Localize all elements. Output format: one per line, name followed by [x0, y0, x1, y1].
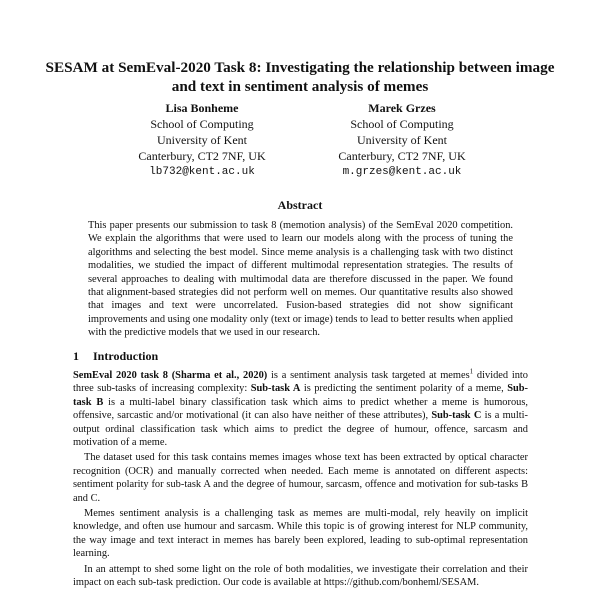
author-email: m.grzes@kent.ac.uk: [342, 166, 462, 178]
subtask-b-label: Sub-task B: [73, 383, 529, 408]
subtask-c-label: Sub-task C: [431, 410, 482, 422]
subtask-a-label: Sub-task A: [250, 383, 301, 395]
author-block-1: [102, 100, 302, 180]
author-address: Canterbury, CT2 7NF, UK: [338, 149, 466, 163]
footnote-marker: 1: [469, 367, 474, 376]
section-heading: [73, 349, 533, 364]
paper-title: SESAM at SemEval-2020 Task 8: Investigating the relationship between image and text in sentiment analysis of memes: [45, 59, 555, 95]
intro-paragraph-3: Memes sentiment analysis is a challenging task as memes are multi-modal, rely heavily on implicit knowledge, and often use humour and sarcasm. While this topic is of growing interest for NLP community, the way image and text interact in memes has barely been explored, leading to sub-optimal representation learning.: [73, 508, 528, 560]
author-affiliation: School of Computing: [350, 117, 454, 131]
task-name: SemEval 2020 task 8 (Sharma et al., 2020): [73, 370, 268, 381]
intro-text: is a sentiment analysis task targeted at memes: [267, 370, 470, 381]
abstract-heading: Abstract: [277, 198, 323, 212]
section-title: Introduction: [93, 349, 159, 363]
author-name: Marek Grzes: [368, 101, 436, 115]
intro-paragraph-4: In an attempt to shed some light on the role of both modalities, we investigate their correlation and their impact on each sub-task prediction. Our code is available at https://github.com/bonheml/SESAM.: [73, 563, 528, 589]
author-affiliation: School of Computing: [150, 117, 254, 131]
author-block-2: [302, 100, 502, 180]
author-email: lb732@kent.ac.uk: [149, 166, 255, 178]
section-number: 1: [73, 349, 79, 363]
intro-text: is predicting the sentiment polarity of a meme,: [300, 383, 508, 395]
author-name: Lisa Bonheme: [165, 101, 239, 115]
introduction-body: [73, 369, 528, 592]
intro-paragraph-2: The dataset used for this task contains memes images whose text has been extracted by optical character recognition (OCR) and manually corrected when needed. Each meme is annotated on different aspects: sentiment polarity for sub-task A and the degree of humour, sarcasm, offence and motivation for sub-tasks B and C.: [73, 452, 528, 504]
intro-paragraph-1: [73, 369, 528, 449]
intro-text: divided into three sub-tasks of increasing complexity:: [73, 370, 528, 395]
intro-text: is a multi-label binary classification task which aims to predict whether a meme is humorous, offensive, sarcastic and/or motivational (it can also have neither of these attributes),: [73, 396, 528, 422]
author-address: Canterbury, CT2 7NF, UK: [138, 149, 266, 163]
author-university: University of Kent: [357, 133, 447, 147]
abstract-text: This paper presents our submission to task 8 (memotion analysis) of the SemEval 2020 competition. We explain the algorithms that were used to learn our models along with the process of tuning the algorithms and selecting the best model. Since meme analysis is a challenging task with two distinct modalities, we studied the impact of different multimodal representation strategies. The results of several approaches to dealing with multimodal data are therefore discussed in the paper. We found that alignment-based strategies did not perform well on memes. Our quantitative results also showed that images and text were uncorrelated. Fusion-based strategies did not show significant improvements and using one modality only (text or image) tends to lead to better results when applied with the predictive models that we used in our research.: [88, 220, 513, 339]
intro-text: is a multi-output ordinal classification task which aims to predict the degree of humour, offence, sarcasm and motivation of a meme.: [73, 410, 528, 449]
author-university: University of Kent: [157, 133, 247, 147]
